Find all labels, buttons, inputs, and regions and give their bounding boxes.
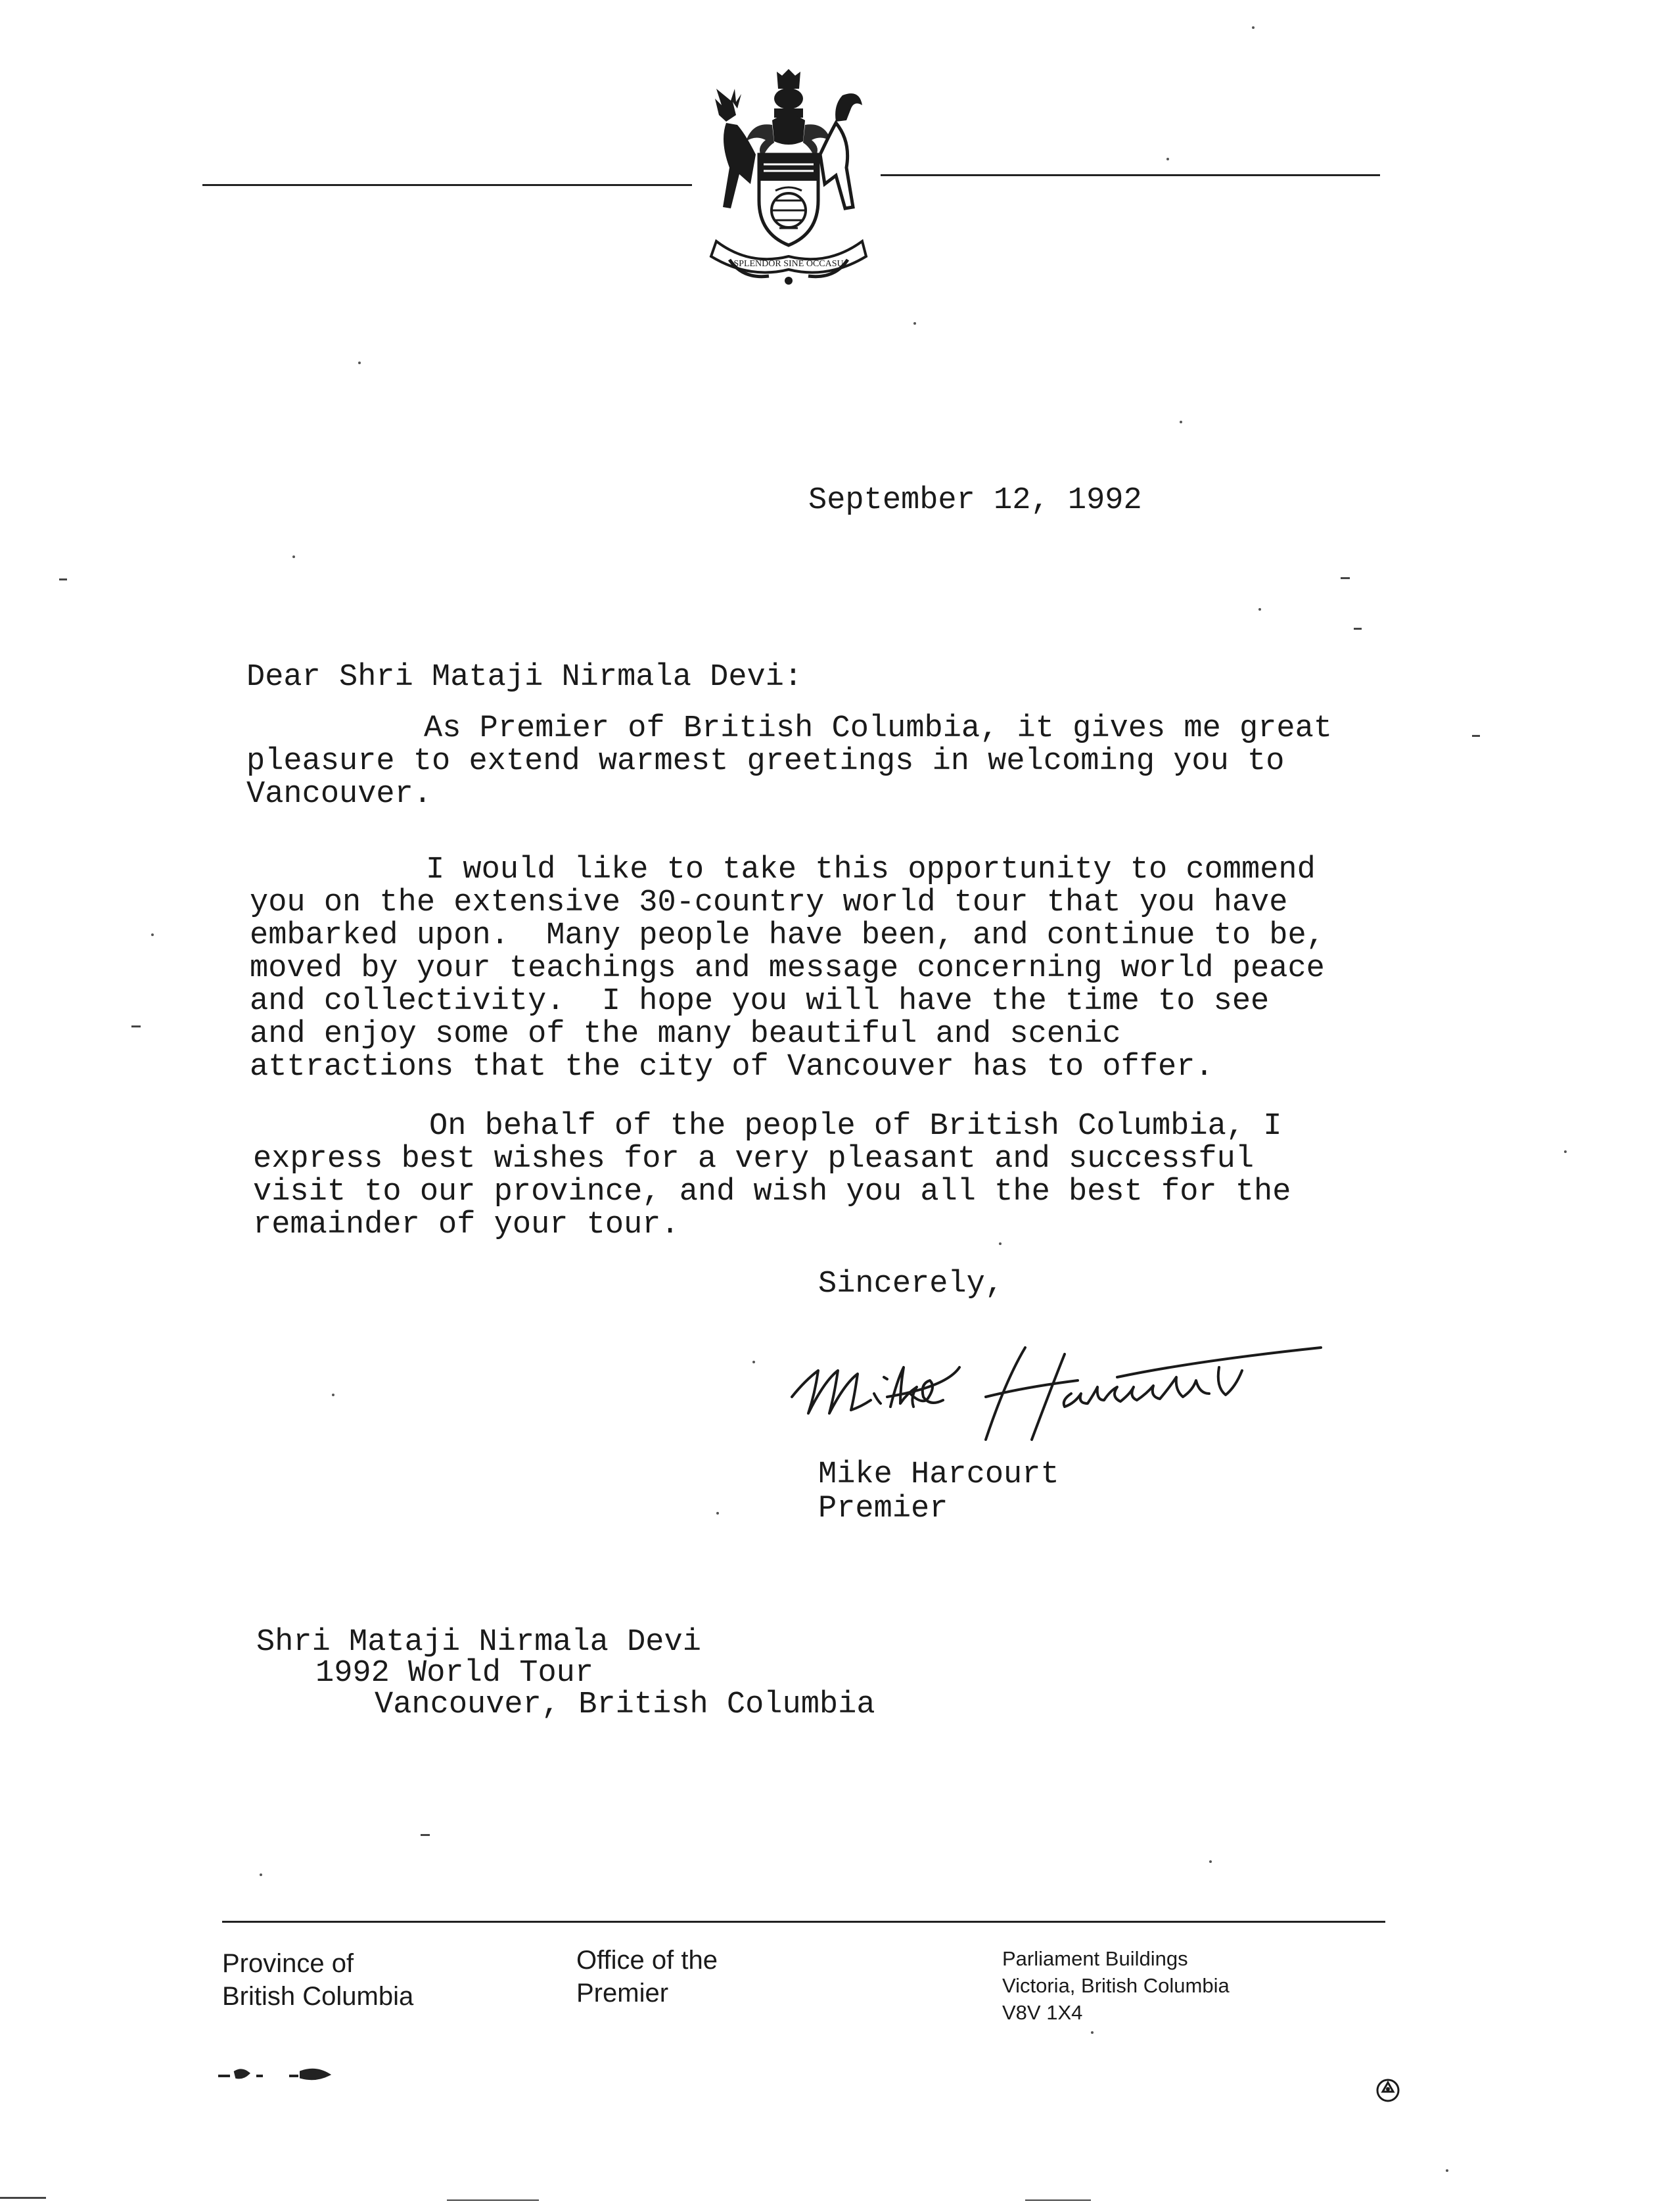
scan-speck: [292, 555, 295, 558]
salutation: Dear Shri Mataji Nirmala Devi:: [246, 660, 803, 695]
paragraph-line: and enjoy some of the many beautiful and scenic: [250, 1017, 1121, 1052]
footer-rule: [222, 1921, 1385, 1923]
paragraph-line: As Premier of British Columbia, it gives me great: [424, 711, 1333, 746]
handwritten-signature: [789, 1341, 1327, 1466]
scan-mark: [59, 578, 67, 580]
paragraph-line: you on the extensive 30-country world tour that you have: [250, 885, 1288, 920]
footer-mark-left-icon: [217, 2064, 335, 2084]
letterhead-rule-left: [202, 184, 692, 186]
scan-mark: [447, 2200, 539, 2201]
scan-speck: [1209, 1860, 1212, 1863]
paragraph-line: visit to our province, and wish you all the best for the: [253, 1175, 1291, 1210]
letter-date: September 12, 1992: [808, 483, 1142, 518]
paragraph-line: moved by your teachings and message concerning world peace: [250, 951, 1325, 986]
scan-mark: [0, 2197, 46, 2199]
paragraph-line: express best wishes for a very pleasant and successful: [253, 1142, 1255, 1177]
scan-speck: [913, 322, 916, 325]
footer-province-line-1: Province of: [222, 1949, 354, 1978]
signer-name: Mike Harcourt: [818, 1457, 1059, 1492]
address-line-1: Shri Mataji Nirmala Devi: [256, 1625, 701, 1660]
scan-speck: [999, 1242, 1002, 1245]
address-line-3: Vancouver, British Columbia: [375, 1687, 875, 1722]
scan-speck: [260, 1873, 262, 1876]
scan-speck: [716, 1512, 719, 1515]
paragraph-line: remainder of your tour.: [253, 1208, 680, 1242]
scan-mark: [1341, 577, 1350, 579]
footer-address-line-2: Victoria, British Columbia: [1002, 1974, 1230, 1997]
footer-province-line-2: British Columbia: [222, 1982, 414, 2011]
scan-mark: [1354, 628, 1362, 630]
scan-speck: [1252, 26, 1255, 29]
letterhead-rule-right: [881, 174, 1380, 176]
footer-address-line-3: V8V 1X4: [1002, 2001, 1083, 2024]
scan-speck: [1564, 1150, 1567, 1153]
scan-speck: [1258, 608, 1261, 611]
paragraph-line: and collectivity. I hope you will have the time to see: [250, 984, 1270, 1019]
scan-speck: [358, 362, 361, 364]
address-line-2: 1992 World Tour: [315, 1656, 594, 1691]
footer-address-line-1: Parliament Buildings: [1002, 1947, 1188, 1970]
paragraph-line: I would like to take this opportunity to commend: [426, 853, 1316, 887]
scan-mark: [421, 1834, 430, 1836]
footer-office-line-1: Office of the: [576, 1946, 718, 1975]
footer-office-line-2: Premier: [576, 1979, 669, 2008]
paragraph-line: embarked upon. Many people have been, and continue to be,: [250, 918, 1325, 953]
scan-speck: [1166, 158, 1169, 160]
scan-mark: [1472, 735, 1480, 737]
scan-speck: [1446, 2169, 1448, 2172]
scan-speck: [1180, 421, 1182, 423]
crest-motto: SPLENDOR SINE OCCASU: [733, 259, 844, 269]
scan-speck: [1091, 2031, 1094, 2034]
scan-speck: [151, 933, 154, 936]
scan-mark: [131, 1025, 141, 1027]
paragraph-line: Vancouver.: [246, 777, 432, 812]
scan-speck: [752, 1361, 755, 1363]
scan-speck: [332, 1394, 334, 1396]
paragraph-line: On behalf of the people of British Columbia, I: [429, 1109, 1282, 1144]
scan-mark: [1025, 2200, 1091, 2201]
recycled-paper-icon: [1375, 2077, 1401, 2104]
bc-coat-of-arms-icon: [690, 69, 887, 286]
signer-title: Premier: [818, 1492, 948, 1526]
closing: Sincerely,: [818, 1267, 1004, 1302]
paragraph-line: pleasure to extend warmest greetings in welcoming you to: [246, 744, 1285, 779]
paragraph-line: attractions that the city of Vancouver has to offer.: [250, 1050, 1214, 1085]
